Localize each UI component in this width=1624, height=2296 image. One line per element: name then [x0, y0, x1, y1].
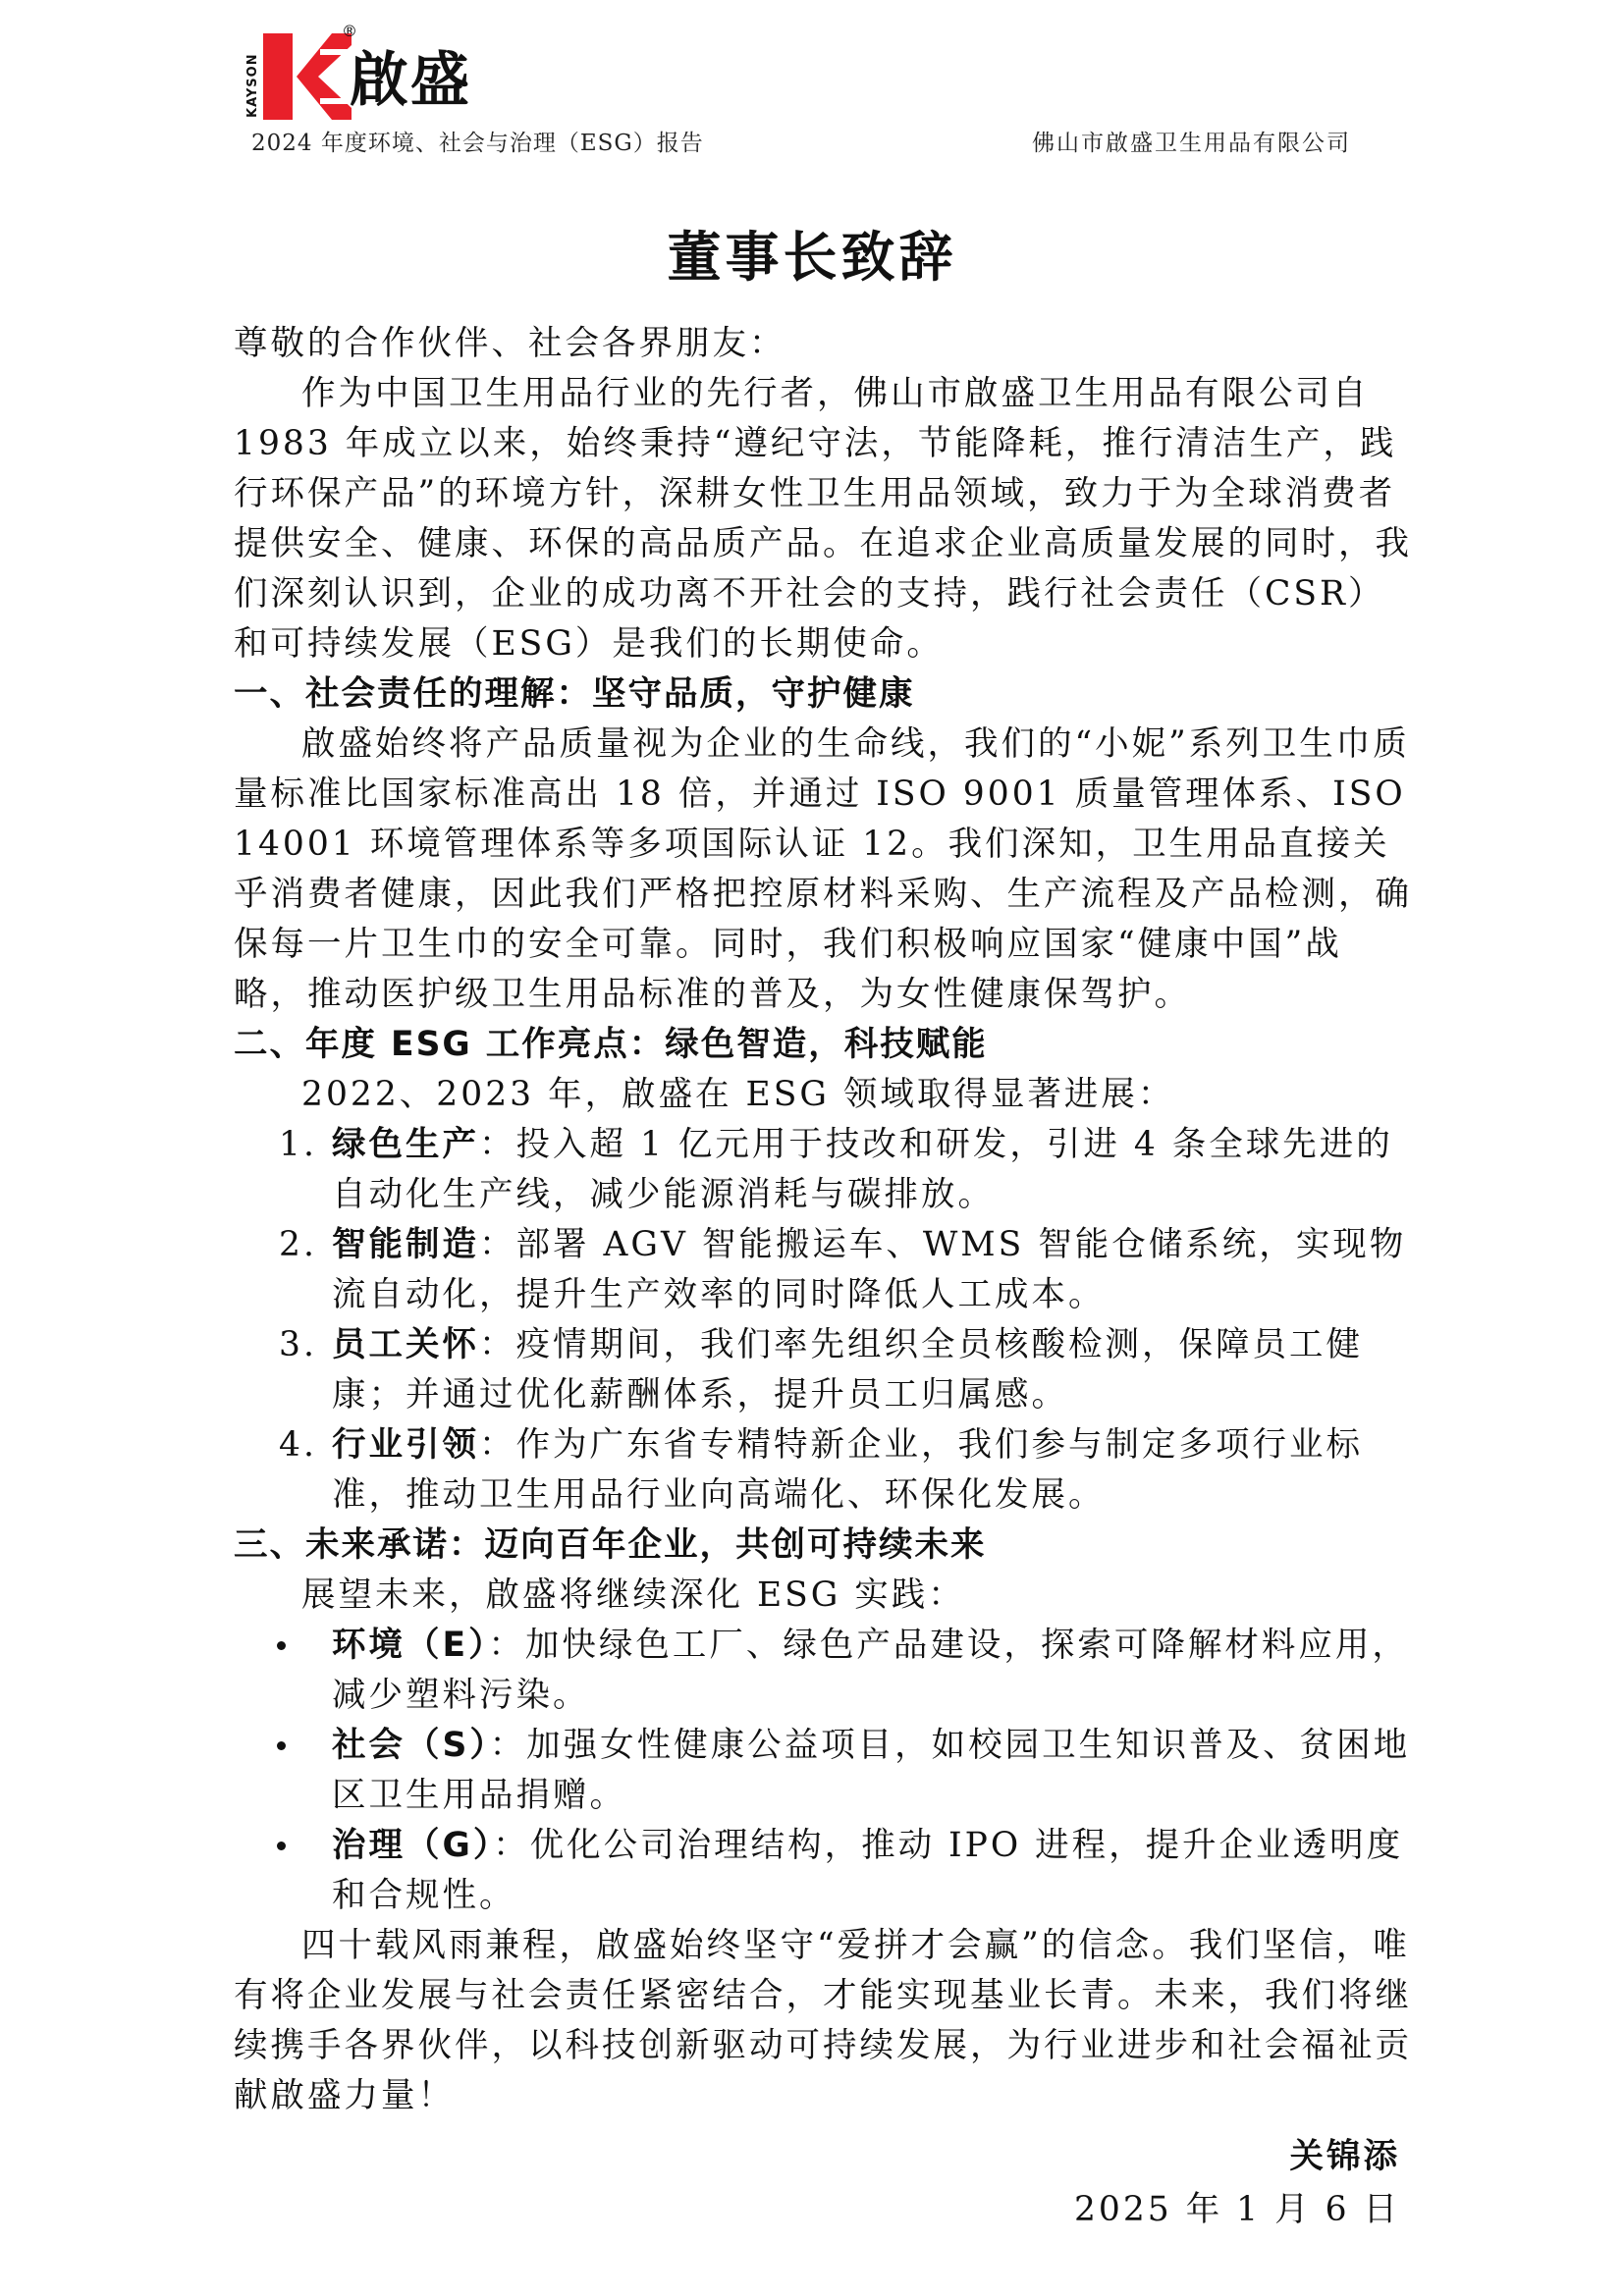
company-name: 佛山市啟盛卫生用品有限公司 — [1032, 131, 1351, 156]
k-logo-icon — [263, 33, 352, 120]
bullet-item: 环境（E）：加快绿色工厂、绿色产品建设，探索可降解材料应用，减少塑料污染。 — [234, 1621, 1412, 1721]
list-item: 4. 行业引领：作为广东省专精特新企业，我们参与制定多项行业标准，推动卫生用品行业向高端化、环保化发展。 — [279, 1425, 1363, 1515]
page-title: 董事长致辞 — [667, 226, 957, 289]
bullet-item: 社会（S）：加强女性健康公益项目，如校园卫生知识普及、贫困地区卫生用品捐赠。 — [234, 1721, 1412, 1821]
brand-name: 啟盛 — [350, 46, 471, 115]
section-3-heading: 三、未来承诺：迈向百年企业，共创可持续未来 — [234, 1525, 987, 1565]
bullet-icon — [277, 1842, 286, 1850]
list-item: 1. 绿色生产：投入超 1 亿元用于技改和研发，引进 4 条全球先进的自动化生产线，减少能源消耗与碳排放。 — [279, 1125, 1393, 1214]
section-2-intro: 2022、2023 年，啟盛在 ESG 领域取得显著进展： — [301, 1075, 1175, 1114]
logo-vertical-text: KAYSON — [245, 53, 260, 118]
bullet-icon — [277, 1741, 286, 1750]
letter-body — [234, 319, 1412, 2121]
page-header — [245, 22, 1351, 159]
report-title: 2024 年度环境、社会与治理（ESG）报告 — [251, 131, 704, 156]
signer-name: 关锦添 — [1289, 2137, 1400, 2176]
signature-date: 2025 年 1 月 6 日 — [1073, 2190, 1400, 2229]
signature-block — [1074, 2130, 1400, 2236]
list-item: 2. 智能制造：部署 AGV 智能搬运车、WMS 智能仓储系统，实现物流自动化，提升生产效率的同时降低人工成本。 — [279, 1225, 1407, 1314]
section-3-intro: 展望未来，啟盛将继续深化 ESG 实践： — [301, 1575, 965, 1615]
intro-paragraph: 作为中国卫生用品行业的先行者，佛山市啟盛卫生用品有限公司自 1983 年成立以来，始终秉持“遵纪守法，节能降耗，推行清洁生产，践行环保产品”的环境方针，深耕女性卫生用品领域，致力于为全球消费者提供安全、健康、环保的高品质产品。在追求企业高质量发展的同时，我们深刻认识到，企业的成功离不开社会的支持，践行社会责任（CSR）和可持续发展（ESG）是我们的长期使命。 — [234, 374, 1412, 664]
list-item: 3. 员工关怀：疫情期间，我们率先组织全员核酸检测，保障员工健康；并通过优化薪酬体系，提升员工归属感。 — [279, 1325, 1363, 1415]
salutation: 尊敬的合作伙伴、社会各界朋友： — [234, 324, 786, 363]
section-1-body: 啟盛始终将产品质量视为企业的生命线，我们的“小妮”系列卫生巾质量标准比国家标准高出 18 倍，并通过 ISO 9001 质量管理体系、ISO 14001 环境管理体系等多项国际认证 12。我们深知，卫生用品直接关乎消费者健康，因此我们严格把控原材料采购、生产流程及产品检测，确保每一片卫生巾的安全可靠。同时，我们积极响应国家“健康中国”战略，推动医护级卫生用品标准的普及，为女性健康保驾护。 — [234, 724, 1412, 1014]
registered-mark: ® — [342, 22, 357, 40]
section-2-heading: 二、年度 ESG 工作亮点：绿色智造，科技赋能 — [234, 1025, 988, 1064]
company-logo — [245, 22, 546, 118]
bullet-icon — [277, 1641, 286, 1650]
closing-paragraph: 四十载风雨兼程，啟盛始终坚守“爱拼才会赢”的信念。我们坚信，唯有将企业发展与社会责任紧密结合，才能实现基业长青。未来，我们将继续携手各界伙伴，以科技创新驱动可持续发展，为行业进步和社会福祉贡献啟盛力量！ — [234, 1926, 1412, 2115]
bullet-item: 治理（G）：优化公司治理结构，推动 IPO 进程，提升企业透明度和合规性。 — [234, 1821, 1412, 1921]
section-1-heading: 一、社会责任的理解：坚守品质，守护健康 — [234, 674, 915, 714]
